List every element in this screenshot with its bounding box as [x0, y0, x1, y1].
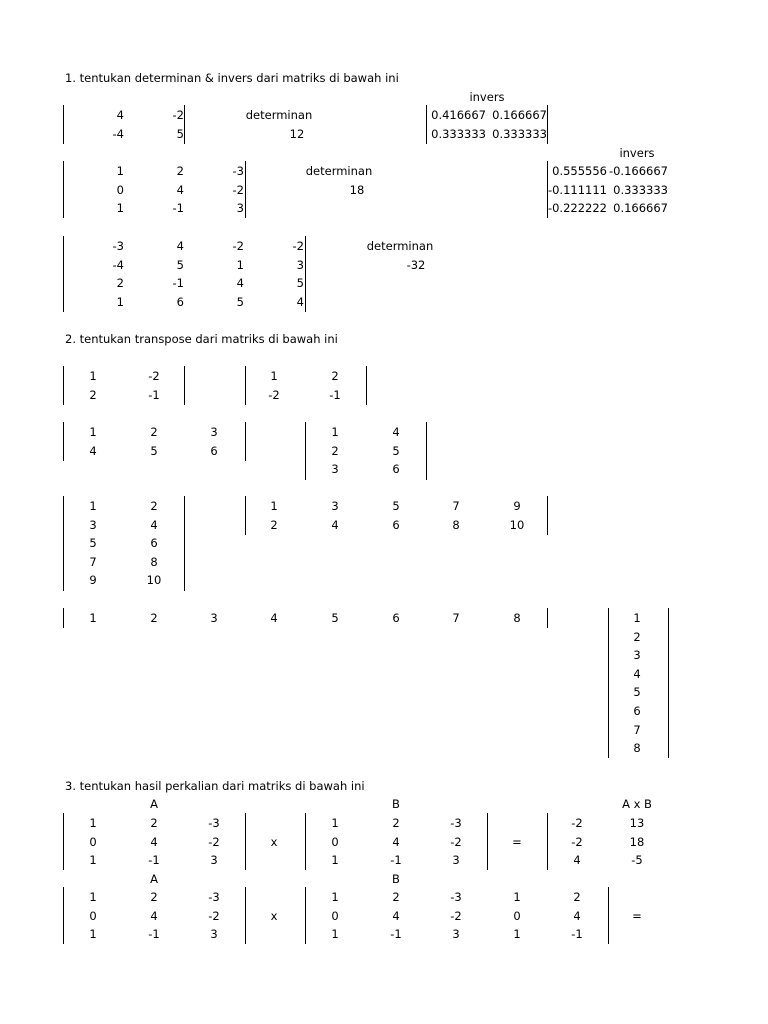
transpose-cell: 5: [392, 499, 400, 513]
determinant-value: -32: [406, 258, 426, 272]
matrix-cell: 3: [296, 257, 304, 272]
matrix-cell: 3: [236, 201, 244, 216]
matrix-bracket-line: [63, 608, 64, 628]
transpose-cell: 6: [633, 704, 641, 718]
matrix-cell: -3: [232, 164, 244, 178]
matrix-bracket-line: [63, 813, 64, 870]
matrix-cell: 1: [331, 927, 339, 942]
matrix-bracket-line: [547, 813, 548, 870]
matrix-cell: -3: [208, 890, 220, 904]
matrix-bracket-line: [245, 422, 246, 461]
determinant-label: determinan: [245, 108, 313, 122]
matrix-label-a: A: [150, 872, 158, 886]
matrix-cell: -1: [148, 387, 160, 402]
transpose-cell: 6: [392, 462, 400, 477]
equals-operator: =: [632, 909, 642, 923]
matrix-bracket-line: [184, 496, 185, 591]
matrix-cell: 5: [176, 257, 184, 272]
matrix-cell: -1: [571, 927, 583, 942]
matrix-cell: 1: [89, 853, 97, 868]
matrix-bracket-line: [305, 887, 306, 944]
matrix-cell: 7: [452, 611, 460, 625]
matrix-cell: 1: [89, 425, 97, 439]
matrix-bracket-line: [63, 422, 64, 461]
transpose-cell: -2: [268, 387, 280, 402]
transpose-cell: 3: [633, 648, 641, 663]
inverse-label: invers: [619, 146, 655, 160]
matrix-cell: 3: [452, 853, 460, 868]
matrix-cell: 2: [116, 276, 124, 291]
product-cell: -2: [571, 816, 583, 830]
equals-operator: =: [512, 835, 522, 849]
matrix-cell: -2: [148, 369, 160, 383]
matrix-cell: 5: [296, 276, 304, 291]
matrix-cell: -2: [450, 834, 462, 849]
matrix-cell: -1: [148, 927, 160, 942]
matrix-bracket-line: [668, 608, 669, 758]
matrix-bracket-line: [63, 887, 64, 944]
inverse-label: invers: [469, 90, 505, 104]
matrix-cell: -3: [208, 816, 220, 830]
matrix-cell: 1: [89, 499, 97, 513]
determinant-value: 18: [349, 183, 365, 197]
inverse-cell: -0.166667: [608, 164, 668, 178]
inverse-cell: 0.333333: [492, 126, 547, 141]
inverse-cell: -0.111111: [547, 182, 607, 197]
transpose-cell: 7: [452, 499, 460, 513]
inverse-cell: 0.166667: [613, 201, 668, 216]
matrix-bracket-line: [63, 105, 64, 144]
transpose-cell: 2: [331, 443, 339, 458]
matrix-bracket-line: [245, 496, 246, 535]
matrix-cell: 1: [116, 164, 124, 178]
transpose-cell: 3: [331, 499, 339, 513]
matrix-cell: 5: [89, 536, 97, 551]
transpose-cell: 8: [633, 741, 641, 756]
transpose-cell: 4: [633, 666, 641, 681]
matrix-bracket-line: [63, 496, 64, 591]
matrix-cell: 2: [150, 499, 158, 513]
matrix-cell: 1: [89, 611, 97, 625]
matrix-cell: -3: [450, 890, 462, 904]
matrix-cell: 5: [150, 443, 158, 458]
transpose-cell: -1: [329, 387, 341, 402]
matrix-cell: -1: [172, 201, 184, 216]
matrix-cell: 1: [331, 890, 339, 904]
matrix-cell: 4: [116, 108, 124, 122]
matrix-cell: 0: [89, 908, 97, 923]
matrix-cell: 0: [89, 834, 97, 849]
matrix-cell: 4: [150, 908, 158, 923]
transpose-cell: 2: [633, 629, 641, 644]
matrix-bracket-line: [547, 105, 548, 144]
matrix-bracket-line: [547, 161, 548, 218]
matrix-bracket-line: [547, 608, 548, 628]
matrix-bracket-line: [63, 236, 64, 312]
transpose-cell: 4: [392, 425, 400, 439]
matrix-cell: -1: [390, 853, 402, 868]
matrix-cell: 2: [573, 890, 581, 904]
matrix-cell: -2: [172, 108, 184, 122]
section-heading: 1. tentukan determinan & invers dari matriks di bawah ini: [65, 71, 399, 85]
matrix-cell: -3: [450, 816, 462, 830]
matrix-bracket-line: [184, 366, 185, 405]
transpose-cell: 8: [452, 517, 460, 532]
matrix-cell: -4: [112, 257, 124, 272]
inverse-cell: -0.222222: [547, 201, 607, 216]
matrix-cell: 6: [392, 611, 400, 625]
matrix-cell: 5: [176, 126, 184, 141]
product-cell: -2: [571, 834, 583, 849]
matrix-cell: -2: [450, 908, 462, 923]
matrix-cell: 4: [296, 294, 304, 309]
matrix-bracket-line: [366, 366, 367, 405]
matrix-cell: 4: [573, 908, 581, 923]
matrix-bracket-line: [245, 161, 246, 218]
matrix-cell: 4: [176, 182, 184, 197]
matrix-cell: 1: [331, 816, 339, 830]
transpose-cell: 3: [331, 462, 339, 477]
inverse-cell: 0.166667: [492, 108, 547, 122]
matrix-cell: 3: [89, 517, 97, 532]
transpose-cell: 9: [513, 499, 521, 513]
matrix-cell: 2: [392, 890, 400, 904]
matrix-cell: 2: [150, 890, 158, 904]
transpose-cell: 1: [331, 425, 339, 439]
matrix-cell: 2: [89, 387, 97, 402]
matrix-cell: 8: [513, 611, 521, 625]
matrix-cell: 5: [331, 611, 339, 625]
matrix-cell: 8: [150, 554, 158, 569]
matrix-cell: 1: [116, 201, 124, 216]
matrix-cell: 1: [89, 890, 97, 904]
matrix-bracket-line: [426, 105, 427, 144]
matrix-cell: -1: [172, 276, 184, 291]
matrix-cell: 1: [331, 853, 339, 868]
matrix-label-ab: A x B: [622, 797, 652, 811]
transpose-cell: 7: [633, 722, 641, 737]
matrix-cell: 4: [236, 276, 244, 291]
matrix-bracket-line: [245, 366, 246, 405]
matrix-cell: 0: [513, 908, 521, 923]
matrix-cell: 0: [116, 182, 124, 197]
matrix-cell: 6: [176, 294, 184, 309]
transpose-cell: 6: [392, 517, 400, 532]
matrix-cell: 2: [392, 816, 400, 830]
transpose-cell: 1: [270, 369, 278, 383]
matrix-cell: 9: [89, 573, 97, 588]
matrix-cell: -3: [112, 239, 124, 253]
matrix-cell: -2: [292, 239, 304, 253]
matrix-cell: 3: [452, 927, 460, 942]
matrix-cell: 1: [89, 369, 97, 383]
matrix-bracket-line: [547, 496, 548, 535]
matrix-cell: 7: [89, 554, 97, 569]
matrix-cell: -4: [112, 126, 124, 141]
matrix-cell: -1: [148, 853, 160, 868]
matrix-cell: 3: [210, 425, 218, 439]
matrix-bracket-line: [63, 366, 64, 405]
matrix-cell: 4: [89, 443, 97, 458]
determinant-value: 12: [289, 127, 305, 141]
matrix-cell: 1: [513, 890, 521, 904]
matrix-cell: -2: [232, 182, 244, 197]
matrix-cell: 3: [210, 611, 218, 625]
transpose-cell: 1: [633, 611, 641, 625]
transpose-cell: 2: [270, 517, 278, 532]
matrix-cell: -2: [232, 239, 244, 253]
matrix-label-b: B: [392, 797, 400, 811]
matrix-bracket-line: [608, 608, 609, 758]
matrix-cell: 3: [210, 853, 218, 868]
transpose-cell: 5: [392, 443, 400, 458]
matrix-cell: 0: [331, 908, 339, 923]
matrix-cell: 6: [150, 536, 158, 551]
matrix-cell: -2: [208, 908, 220, 923]
matrix-cell: -2: [208, 834, 220, 849]
matrix-cell: 4: [150, 834, 158, 849]
times-operator: x: [270, 835, 278, 849]
determinant-label: determinan: [305, 164, 373, 178]
matrix-cell: 3: [210, 927, 218, 942]
matrix-cell: 2: [150, 425, 158, 439]
inverse-cell: 0.416667: [431, 108, 486, 122]
matrix-bracket-line: [184, 105, 185, 144]
transpose-cell: 2: [331, 369, 339, 383]
matrix-cell: 2: [150, 816, 158, 830]
inverse-cell: 0.333333: [431, 126, 486, 141]
matrix-cell: 4: [392, 834, 400, 849]
matrix-cell: -1: [390, 927, 402, 942]
product-cell: 18: [629, 834, 645, 849]
transpose-cell: 5: [633, 685, 641, 700]
matrix-cell: 1: [116, 294, 124, 309]
matrix-cell: 4: [392, 908, 400, 923]
inverse-cell: 0.333333: [613, 182, 668, 197]
times-operator: x: [270, 909, 278, 923]
matrix-cell: 10: [146, 573, 162, 588]
matrix-cell: 4: [270, 611, 278, 625]
matrix-bracket-line: [426, 422, 427, 480]
matrix-cell: 2: [176, 164, 184, 178]
section-heading: 3. tentukan hasil perkalian dari matriks di bawah ini: [65, 779, 365, 793]
product-cell: 13: [629, 816, 645, 830]
matrix-cell: 1: [513, 927, 521, 942]
section-heading: 2. tentukan transpose dari matriks di bawah ini: [65, 332, 338, 346]
matrix-cell: 4: [176, 239, 184, 253]
matrix-cell: 4: [150, 517, 158, 532]
matrix-cell: 1: [236, 257, 244, 272]
matrix-cell: 0: [331, 834, 339, 849]
matrix-cell: 1: [89, 816, 97, 830]
matrix-cell: 1: [89, 927, 97, 942]
product-cell: 4: [573, 853, 581, 868]
matrix-bracket-line: [305, 236, 306, 312]
matrix-label-b: B: [392, 872, 400, 886]
product-cell: -5: [631, 853, 643, 868]
matrix-cell: 2: [150, 611, 158, 625]
matrix-bracket-line: [63, 161, 64, 218]
matrix-cell: 5: [236, 294, 244, 309]
matrix-bracket-line: [305, 422, 306, 480]
determinant-label: determinan: [366, 239, 434, 253]
inverse-cell: 0.555556: [552, 164, 607, 178]
matrix-bracket-line: [305, 813, 306, 870]
transpose-cell: 4: [331, 517, 339, 532]
transpose-cell: 1: [270, 499, 278, 513]
transpose-cell: 10: [509, 517, 525, 532]
matrix-label-a: A: [150, 797, 158, 811]
matrix-cell: 6: [210, 443, 218, 458]
